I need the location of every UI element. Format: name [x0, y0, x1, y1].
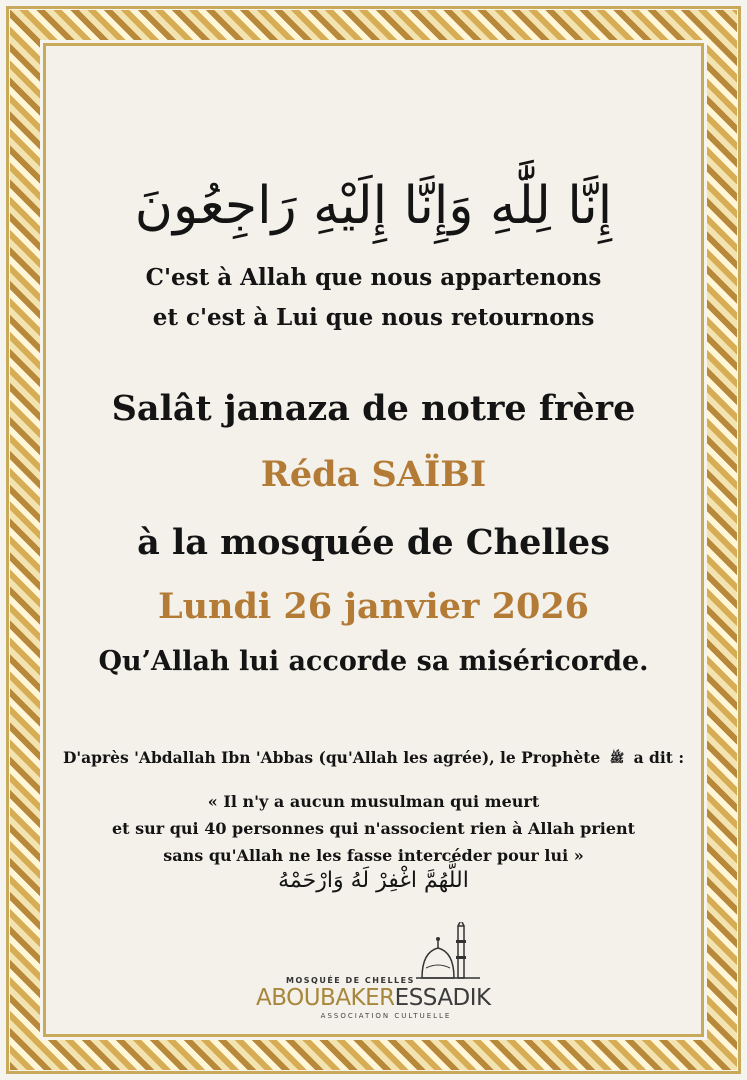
prayer-line: Qu’Allah lui accorde sa miséricorde. — [98, 646, 649, 677]
mosque-logo — [256, 922, 496, 1022]
verse-translation — [46, 258, 701, 338]
logo-top-text: MOSQUÉE DE CHELLES — [286, 976, 415, 985]
deceased-name: Réda SAÏBI — [260, 454, 487, 495]
logo-name — [256, 985, 491, 1011]
logo-subtitle: ASSOCIATION CULTUELLE — [320, 1012, 452, 1020]
arabic-verse: إِنَّا لِلَّٰهِ وَإِنَّا إِلَيْهِ رَاجِعُونَ — [134, 176, 613, 236]
logo-name-part1: ABOUBAKER — [256, 985, 395, 1011]
hadith-intro — [46, 748, 701, 768]
hadith-line3: sans qu'Allah ne les fasse intercéder pour lui » — [163, 846, 584, 865]
headline: Salât janaza de notre frère — [111, 388, 636, 429]
hadith-line1: « Il n'y a aucun musulman qui meurt — [207, 792, 540, 811]
date-line: Lundi 26 janvier 2026 — [157, 586, 590, 627]
verse-translation-line1: C'est à Allah que nous appartenons — [145, 264, 602, 291]
verse-translation-line2: et c'est à Lui que nous retournons — [152, 304, 595, 331]
mosque-dome-icon — [414, 922, 484, 994]
arabic-dua: اللَّهُمَّ اغْفِرْ لَهُ وَارْحَمْهُ — [278, 868, 469, 893]
hadith-line2: et sur qui 40 personnes qui n'associent rien à Allah prient — [111, 819, 636, 838]
logo-name-part2: ESSADIK — [394, 985, 491, 1011]
hadith-quote — [46, 788, 701, 869]
location-line: à la mosquée de Chelles — [137, 522, 610, 563]
poster-content — [46, 46, 701, 1034]
hadith-intro-end: a dit : — [633, 748, 685, 767]
hadith-intro-text: D'après 'Abdallah Ibn 'Abbas (qu'Allah les agrée), le Prophète — [62, 748, 601, 767]
salawat-icon: ﷺ — [609, 750, 625, 765]
